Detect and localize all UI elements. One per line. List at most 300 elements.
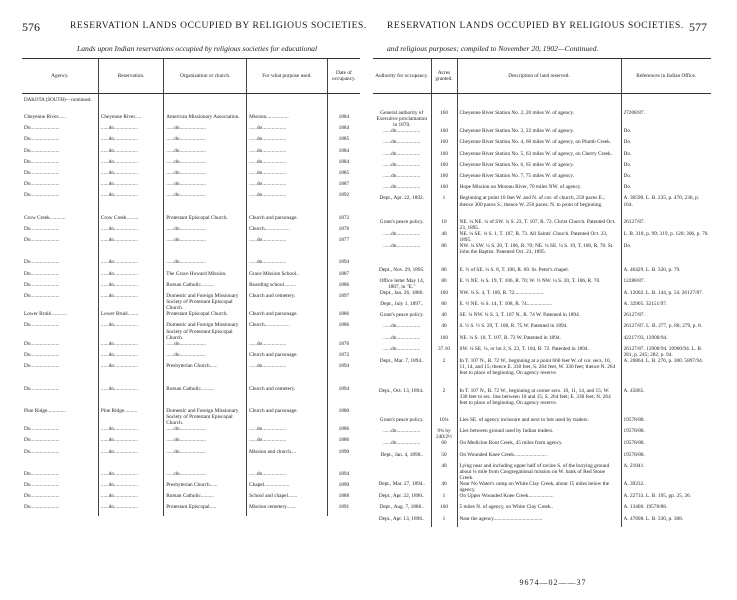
right-table-row bbox=[373, 406, 711, 417]
right-table-row bbox=[373, 278, 711, 290]
left-table-row-cell: 1886 bbox=[327, 282, 360, 293]
left-table-row bbox=[22, 363, 360, 374]
left-table-row-cell: 1888 bbox=[327, 493, 360, 504]
right-table-row-cell: SW. ¼ SE. ¼, or lot 2, S. 23, T. 104, R. 72. Patented in 1894. bbox=[457, 346, 621, 358]
right-table-row-cell: Near the agency..................................... bbox=[457, 516, 621, 527]
left-table-row-cell: Do...................... bbox=[24, 385, 60, 392]
right-table-row-cell: Lying near and including upper half of ravine S. of the burying ground about ¼ mile from Congregational mission on W. bank of Red Stone Creek. bbox=[457, 463, 621, 481]
left-table-row-cell: ......do.................. bbox=[247, 471, 328, 482]
right-table-row-cell: Near No Water's camp on White Clay Creek, about 15 miles below the agency. bbox=[457, 481, 621, 493]
right-table-row-cell bbox=[457, 255, 621, 266]
left-table-row-cell: ......do.................. bbox=[247, 363, 328, 374]
left-table-row-cell: ......do.................. bbox=[247, 192, 328, 203]
right-table-row-cell: A. 30590. L. B. 235, p. 476; 236, p. 164. bbox=[621, 195, 711, 207]
right-table-row bbox=[373, 162, 711, 173]
left-table-row-cell: 1872 bbox=[327, 215, 360, 226]
left-table-row bbox=[22, 114, 360, 125]
right-table-row-cell: Do. bbox=[621, 243, 711, 255]
left-table-row-cell: Do...................... bbox=[24, 136, 60, 143]
right-table-row-cell: 1 bbox=[431, 493, 457, 504]
left-table-row-cell: Do...................... bbox=[24, 169, 60, 176]
left-table-row-cell bbox=[247, 397, 328, 408]
right-table-row-cell: 80 bbox=[431, 267, 457, 278]
left-table-row-cell bbox=[98, 460, 163, 471]
right-table-row bbox=[373, 481, 711, 493]
right-table-row bbox=[373, 440, 711, 451]
right-table-row-cell: Do. bbox=[621, 162, 711, 173]
left-table-row-cell: Do...................... bbox=[24, 470, 60, 477]
right-table-row-cell bbox=[457, 406, 621, 417]
left-table-row-cell bbox=[98, 397, 163, 408]
left-table-row-cell: The Grace Howard Mission. bbox=[164, 271, 247, 282]
left-table-row-cell bbox=[247, 204, 328, 215]
right-table-row-cell bbox=[621, 208, 711, 219]
right-table-row-cell: Office letter May 14, 1887, in "E." bbox=[379, 277, 425, 290]
left-table-row-cell: ......do.................. bbox=[247, 437, 328, 448]
left-table-row-cell: Crow Creek............ bbox=[24, 214, 66, 221]
right-table-row-cell bbox=[373, 406, 431, 417]
right-table-row-cell: 37.10 bbox=[431, 346, 457, 358]
right-table-row-cell bbox=[373, 376, 431, 387]
left-table-row bbox=[22, 426, 360, 437]
right-table-row-cell: ......do.................. bbox=[383, 128, 421, 135]
right-table-row-cell: A. 32905. 32151/97. bbox=[621, 301, 711, 312]
left-table-row-cell: 1884 bbox=[327, 159, 360, 170]
right-table-row bbox=[373, 219, 711, 231]
left-table-row bbox=[22, 170, 360, 181]
right-table-row bbox=[373, 290, 711, 301]
left-table-row bbox=[22, 125, 360, 136]
left-table bbox=[22, 58, 360, 516]
right-table-row bbox=[373, 335, 711, 346]
left-table-row-cell: Roman Catholic.......... bbox=[164, 386, 247, 397]
right-table-row-cell: Grant's peace policy. bbox=[379, 416, 424, 423]
left-table-row-cell: 1894 bbox=[327, 386, 360, 397]
right-table-row-cell: Cheyenne River Station No. 2, 20 miles W. of agency. bbox=[457, 110, 621, 128]
right-table-row-cell bbox=[431, 376, 457, 387]
right-table-row-cell bbox=[373, 463, 431, 481]
right-table-row-cell: E. ½ NE. ¼ S. 19, T. 106, R. 70; W. ½ NW. ¼ S. 20, T. 106, R. 70. bbox=[457, 278, 621, 290]
right-table-row-cell: 26127/87. 13900/94. 20960/94. L. B. 281, p. 245; 282, p. 94. bbox=[621, 346, 711, 358]
left-table-row-cell: ......do.................. bbox=[247, 426, 328, 437]
right-table-row-cell: A. 21841. bbox=[621, 463, 711, 481]
right-table-row-cell: 5 miles N. of agency, on White Clay Creek.. bbox=[457, 504, 621, 515]
left-table-row-cell: ......do.................... bbox=[164, 352, 247, 363]
right-table-row bbox=[373, 463, 711, 481]
right-table-row bbox=[373, 195, 711, 207]
right-table-row-cell: Dept., Jan. 26, 1886. bbox=[379, 289, 424, 296]
left-table-row-cell: Protestant Episcopal Church. bbox=[164, 215, 247, 226]
left-table-row-cell: Roman Catholic.......... bbox=[164, 493, 247, 504]
right-table-row bbox=[373, 452, 711, 463]
left-table-row-cell: ......do.................. bbox=[98, 159, 163, 170]
left-table-row-cell: ......do.................... bbox=[164, 192, 247, 203]
right-table-row-cell: 2 bbox=[431, 388, 457, 406]
left-table-row-cell: Do...................... bbox=[24, 281, 60, 288]
left-table-row bbox=[22, 271, 360, 282]
left-table-row-cell: Mission and church.... bbox=[247, 449, 328, 460]
left-caption: Lands upon Indian reservations occupied by religious societies for educational bbox=[77, 44, 318, 53]
right-caption: and religious purposes; compiled to November 20, 1902—Continued. bbox=[387, 44, 599, 53]
right-table-row-cell: 160 bbox=[431, 335, 457, 346]
right-table-row-cell: 19578/88. bbox=[621, 428, 711, 440]
left-table-header-row bbox=[22, 59, 360, 94]
left-table-row-cell: 1884 bbox=[327, 114, 360, 125]
left-table-row-cell: ......do.................. bbox=[98, 282, 163, 293]
right-table-row-cell: 2 bbox=[431, 358, 457, 376]
right-table-row-cell: Beginning at point 10 feet W. and N. of cor. of church, 250 paces E.; thence 300 paces S.; thence W. 250 paces; N. to point of beginning. bbox=[457, 195, 621, 207]
left-table-row-cell: 1892 bbox=[327, 192, 360, 203]
right-table-row-cell: Dept., Aug. 7, 1886.. bbox=[379, 504, 424, 511]
right-table-row-cell: 12288/87. bbox=[621, 278, 711, 290]
left-table-row-cell: Pine Ridge.............. bbox=[24, 407, 66, 414]
left-table-row-cell: ......do.................. bbox=[98, 170, 163, 181]
left-table-row-cell: ......do.................. bbox=[98, 341, 163, 352]
left-table-row bbox=[22, 259, 360, 270]
left-table-row-cell: Do...................... bbox=[24, 493, 60, 500]
right-table-row-cell: 160 bbox=[431, 139, 457, 150]
left-table-row-cell: 1886 bbox=[327, 322, 360, 340]
right-table-row-cell bbox=[621, 255, 711, 266]
header-agency: Agency. bbox=[22, 59, 98, 94]
right-table-row-cell: 80 bbox=[431, 278, 457, 290]
right-table-row-cell: 1 bbox=[431, 516, 457, 527]
left-table-row-cell: ......do.................. bbox=[247, 181, 328, 192]
right-table-row-cell: Cheyenne River Station No. 5, 63 miles W. of agency, on Cherry Creek. bbox=[457, 151, 621, 162]
left-table-row-cell: Domestic and Foreign Missionary Society of Protestant Episcopal Church. bbox=[164, 293, 247, 311]
right-table-row bbox=[373, 173, 711, 184]
right-running-head: RESERVATION LANDS OCCUPIED BY RELIGIOUS SOCIETIES. bbox=[387, 21, 684, 31]
left-table-row-cell bbox=[247, 248, 328, 259]
left-table-row-cell: ......do.................... bbox=[164, 471, 247, 482]
left-table-row-cell: 1890 bbox=[327, 482, 360, 493]
right-table-row-cell: 160 bbox=[431, 173, 457, 184]
right-table-row-cell: 50 bbox=[431, 452, 457, 463]
right-table-row-cell: 60 bbox=[431, 440, 457, 451]
left-table-row-cell: 1891 bbox=[327, 504, 360, 515]
right-page bbox=[369, 0, 737, 600]
left-table-row-cell: 1894 bbox=[327, 259, 360, 270]
right-table bbox=[373, 58, 711, 527]
right-table-row-cell bbox=[373, 255, 431, 266]
left-table-row-cell bbox=[327, 374, 360, 385]
left-table-row-cell: 1877 bbox=[327, 237, 360, 248]
left-table-row-cell bbox=[98, 248, 163, 259]
right-table-row-cell bbox=[431, 255, 457, 266]
left-table-row-cell: Do...................... bbox=[24, 504, 60, 511]
left-table-row-cell: ......do.................... bbox=[164, 237, 247, 248]
left-table-row-cell: ......do.................. bbox=[98, 293, 163, 311]
right-table-row-cell: 19578/88. bbox=[621, 440, 711, 451]
left-table-row-cell: ......do.................. bbox=[98, 181, 163, 192]
left-table-row bbox=[22, 352, 360, 363]
left-table-row-cell bbox=[164, 460, 247, 471]
left-page-number: 576 bbox=[22, 20, 40, 34]
left-table-row-cell: ......do.................. bbox=[98, 226, 163, 237]
header-organization: Organization or church. bbox=[164, 59, 247, 94]
right-table-row-cell: In T. 107 N., R. 72 W., beginning at a point 660 feet W. of cor. secs. 10, 11, 14, and 15; thence E. 330 feet, S. 264 feet, W. 330 feet; thence N. 264 feet to place of beginning. On agency reserve. bbox=[457, 358, 621, 376]
right-table-row-cell: A. 12002. L. B. 144, p. 54. 26127/87. bbox=[621, 290, 711, 301]
left-table-row-cell: Do...................... bbox=[24, 259, 60, 266]
left-table-row-cell: Lower Brulé........ bbox=[98, 311, 163, 322]
right-table-row-cell: Cheyenne River Station No. 6, 65 miles W. of agency. bbox=[457, 162, 621, 173]
right-table-row-cell: 26127/87. bbox=[621, 219, 711, 231]
right-table-row bbox=[373, 151, 711, 162]
left-table-row-cell: Church and parsonage. bbox=[247, 311, 328, 322]
right-table-row-cell bbox=[621, 376, 711, 387]
left-table-row-cell: Presbyterian Church...... bbox=[164, 482, 247, 493]
left-table-row-cell: ......do.................. bbox=[98, 471, 163, 482]
right-table-row-cell: 10¼ bbox=[431, 417, 457, 428]
right-table-row-cell: ......do.................. bbox=[383, 334, 421, 341]
left-table-row-cell: Crow Creek......... bbox=[98, 215, 163, 226]
right-table-row-cell: E. ½ of SE. ¼ S. 8, T. 106, R. 69. St. Peter's chapel. bbox=[457, 267, 621, 278]
right-table-row-cell: General authority of Executive proclamation in 1870. bbox=[376, 110, 427, 129]
left-table-row-cell: ......do.................... bbox=[164, 136, 247, 147]
left-table-row-cell: Cheyenne River..... bbox=[98, 114, 163, 125]
right-table-row-cell: Dept., Apr. 22, 1890.. bbox=[378, 493, 425, 500]
left-table-row-cell: 1885 bbox=[327, 136, 360, 147]
left-table-row bbox=[22, 504, 360, 515]
left-table-row-cell: Church and parsonage. bbox=[247, 215, 328, 226]
left-table-row-cell: ......do.................... bbox=[164, 159, 247, 170]
left-table-row-cell: ......do.................... bbox=[164, 437, 247, 448]
right-table-row bbox=[373, 346, 711, 358]
right-table-row-cell: Hope Mission on Moreau River, 70 miles NW. of agency. bbox=[457, 184, 621, 195]
right-table-row-cell: 160 bbox=[431, 290, 457, 301]
left-table-row-cell: Lower Brulé............ bbox=[24, 311, 67, 318]
left-table-row-cell: Do...................... bbox=[24, 237, 60, 244]
right-table-row-cell: A. 47808. L. B. 330, p. 368. bbox=[621, 516, 711, 527]
right-table-row-cell: Dept., Mar. 27, 1894.. bbox=[378, 481, 426, 487]
left-table-row-cell: ......do.................... bbox=[164, 170, 247, 181]
left-table-row-cell: ......do.................. bbox=[98, 482, 163, 493]
right-table-row-cell: Do. bbox=[621, 128, 711, 139]
left-table-row-cell: Church................... bbox=[247, 226, 328, 237]
right-table-row bbox=[373, 388, 711, 406]
left-table-row-cell bbox=[164, 204, 247, 215]
header-reservation: Reservation. bbox=[98, 59, 163, 94]
left-table-row-cell: ......do.................. bbox=[247, 159, 328, 170]
right-table-row-cell: NE. ¼ S. 10, T. 107, R. 73 W. Patented in 1894. bbox=[457, 335, 621, 346]
left-table-row bbox=[22, 226, 360, 237]
right-table-row-cell: 160 bbox=[431, 184, 457, 195]
left-page bbox=[0, 0, 368, 600]
left-table-row-cell: 1886 bbox=[327, 311, 360, 322]
left-table-row-cell: Chapel................... bbox=[247, 482, 328, 493]
left-table-row bbox=[22, 374, 360, 385]
left-table-row-cell: Domestic and Foreign Missionary Society of Protestant Episcopal Church. bbox=[164, 408, 247, 426]
left-table-row-cell: Roman Catholic.......... bbox=[164, 282, 247, 293]
right-table-row-cell: Dept., Apr. 13, 1896.. bbox=[378, 515, 425, 522]
left-table-row-cell: ......do.................. bbox=[98, 322, 163, 340]
left-table-row bbox=[22, 192, 360, 203]
left-table-row-cell: 1894 bbox=[327, 363, 360, 374]
left-table-row-cell: Grace Mission School.. bbox=[247, 271, 328, 282]
right-table-row-cell: Do. bbox=[621, 173, 711, 184]
left-table-row-cell: ......do.................. bbox=[98, 352, 163, 363]
left-table-row-cell: Boarding school......... bbox=[247, 282, 328, 293]
right-table-row bbox=[373, 504, 711, 515]
left-table-row-cell: ......do.................. bbox=[98, 271, 163, 282]
left-table-row bbox=[22, 493, 360, 504]
left-table-row-cell: Do...................... bbox=[24, 322, 60, 329]
right-table-row-cell: Lies SE. of agency inclosure and next to lots used by traders. bbox=[457, 417, 621, 428]
right-table-row-cell: 40 bbox=[431, 481, 457, 493]
left-table-row-cell: Church and parsonage. bbox=[247, 352, 328, 363]
right-table-row-cell: ......do.................. bbox=[383, 150, 421, 157]
left-table-row-cell: Do...................... bbox=[24, 147, 60, 154]
right-table-row-cell: 160 bbox=[431, 110, 457, 128]
left-table-row-cell: Cheyenne River...... bbox=[24, 114, 66, 120]
header-purpose: For what purpose used. bbox=[247, 59, 328, 94]
left-table-row bbox=[22, 282, 360, 293]
left-table-row bbox=[22, 460, 360, 471]
right-table-row-cell bbox=[373, 208, 431, 219]
right-table-row-cell: Do. bbox=[621, 184, 711, 195]
left-table-row bbox=[22, 322, 360, 340]
right-table-row-cell: ......do.................. bbox=[383, 243, 421, 250]
left-table-row-cell: Do...................... bbox=[24, 426, 60, 433]
left-table-row-cell bbox=[22, 248, 98, 259]
right-table-row-cell: A. 20864. L. B. 276, p. 300. 5897/94. bbox=[621, 358, 711, 376]
left-table-row-cell: ......do.................. bbox=[98, 386, 163, 397]
left-table-row-cell: ......do.................. bbox=[247, 237, 328, 248]
left-table-row-cell: Do...................... bbox=[24, 340, 60, 347]
right-table-row-cell: Grant's peace policy. bbox=[379, 218, 424, 225]
left-table-row-cell: 1887 bbox=[327, 271, 360, 282]
left-table-row-cell bbox=[22, 204, 98, 215]
left-table-row-cell: ......do.................... bbox=[164, 341, 247, 352]
left-table-row-cell: Do...................... bbox=[24, 448, 60, 455]
left-table-row-cell: Church and cemetery. bbox=[247, 386, 328, 397]
left-table-row bbox=[22, 471, 360, 482]
right-table-row-cell: 160 bbox=[431, 504, 457, 515]
left-table-row-cell: ......do.................. bbox=[98, 426, 163, 437]
right-table-row bbox=[373, 231, 711, 243]
left-table-row bbox=[22, 293, 360, 311]
left-table-row-cell: ......do.................. bbox=[98, 136, 163, 147]
right-table-row bbox=[373, 110, 711, 128]
left-table-row-cell: Do...................... bbox=[24, 437, 60, 444]
left-table-row-cell: ......do.................. bbox=[98, 125, 163, 136]
right-table-row-cell bbox=[431, 406, 457, 417]
left-table-row-cell: ......do.................. bbox=[247, 259, 328, 270]
header-authority: Authority for occupancy. bbox=[373, 59, 431, 94]
left-table-row-cell: Do...................... bbox=[24, 125, 60, 132]
left-table-row bbox=[22, 237, 360, 248]
right-table-row-cell: On Upper Wounded Knee Creek................... bbox=[457, 493, 621, 504]
left-table-row-cell: Domestic and Foreign Missionary Society of Protestant Episcopal Church. bbox=[164, 322, 247, 340]
left-table-row-cell: 1886 bbox=[327, 437, 360, 448]
left-table-row-cell: 1872 bbox=[327, 352, 360, 363]
left-table-row bbox=[22, 181, 360, 192]
left-table-row-cell: Do...................... bbox=[24, 225, 60, 232]
right-table-row-cell: L. B. 318, p. 99; 319, p. 120; 306, p. 70. bbox=[621, 231, 711, 243]
left-table-row-cell bbox=[98, 204, 163, 215]
left-table-row-cell: ......do.................. bbox=[247, 148, 328, 159]
right-table-row-cell: 26127/87. L. B. 277, p. 80; 279, p. 8. bbox=[621, 323, 711, 334]
left-table-row bbox=[22, 204, 360, 215]
left-table-row-cell: ......do.................. bbox=[247, 341, 328, 352]
left-table-row-cell: ......do.................. bbox=[98, 493, 163, 504]
left-table-row-cell: ......do.................. bbox=[98, 192, 163, 203]
left-table-row-cell: 1890 bbox=[327, 449, 360, 460]
header-references: References in Indian Office. bbox=[621, 59, 711, 94]
right-table-row-cell: Lies between ground used by Indian traders. bbox=[457, 428, 621, 440]
left-table-row bbox=[22, 148, 360, 159]
left-table-row bbox=[22, 397, 360, 408]
header-acres: Acres granted. bbox=[431, 59, 457, 94]
right-table-row-cell: 80 bbox=[431, 301, 457, 312]
right-table-row-cell: ......do.................. bbox=[383, 173, 421, 180]
right-table-row-cell: 40 bbox=[431, 463, 457, 481]
right-table-row-cell: ......do.................. bbox=[383, 440, 421, 447]
header-date: Date of occupancy. bbox=[327, 59, 360, 94]
right-table-row bbox=[373, 184, 711, 195]
right-table-row-cell: 1 bbox=[431, 195, 457, 207]
left-table-row-cell bbox=[22, 397, 98, 408]
left-table-row-cell: Church................... bbox=[247, 322, 328, 340]
header-description: Description of land reserved. bbox=[457, 59, 621, 94]
left-table-row bbox=[22, 437, 360, 448]
left-table-row-cell: ......do.................. bbox=[247, 136, 328, 147]
left-table-row-cell bbox=[164, 397, 247, 408]
left-table-row-cell: Do...................... bbox=[24, 181, 60, 188]
right-table-header-row bbox=[373, 59, 711, 94]
left-table-row bbox=[22, 159, 360, 170]
left-table-row-cell: ......do.................... bbox=[164, 426, 247, 437]
left-table-row-cell: 1876 bbox=[327, 341, 360, 352]
left-table-row-cell: Protestant Episcopal Church. bbox=[164, 311, 247, 322]
right-table-row-cell: 42217/93, 13900/94. bbox=[621, 335, 711, 346]
right-page-number: 577 bbox=[689, 20, 707, 34]
right-table-row-cell: On Wounded Knee Creek......................... bbox=[457, 452, 621, 463]
left-table-row-cell: 1884 bbox=[327, 125, 360, 136]
left-table-row bbox=[22, 311, 360, 322]
left-table-row-cell: ......do.................. bbox=[247, 170, 328, 181]
right-table-row-cell: NW. ¼ SW. ¼ S. 20, T. 106, R. 70; NE. ¼ SE. ¼ S. 19, T. 106, R. 70. St. John the Baptist. Patented Oct. 23, 1895. bbox=[457, 243, 621, 255]
right-table-row-cell: 160 bbox=[431, 162, 457, 173]
right-table-row bbox=[373, 376, 711, 387]
left-table-row-cell: Church and cemetery. bbox=[247, 293, 328, 311]
right-table-row-cell: NE. ¼ NE. ¼ of SW. ¼ S. 23, T. 107, R. 72. Christ Church. Patented Oct. 23, 1895. bbox=[457, 219, 621, 231]
right-table-row-cell: A. 22733. L. B. 195, pp. 25, 26. bbox=[621, 493, 711, 504]
left-table-row-cell bbox=[247, 460, 328, 471]
right-table-row bbox=[373, 312, 711, 323]
left-table-row-cell: Mission cemetery....... bbox=[247, 504, 328, 515]
left-table-row-cell: Do...................... bbox=[24, 482, 60, 489]
section-heading: DAKOTA (SOUTH)—continued. bbox=[24, 98, 92, 103]
left-table-row bbox=[22, 449, 360, 460]
left-table-row-cell bbox=[22, 460, 98, 471]
right-table-row-cell: Dept., July 1, 1897.. bbox=[380, 301, 424, 308]
right-table-row bbox=[373, 516, 711, 527]
left-table-row-cell bbox=[327, 460, 360, 471]
right-table-row-cell: ......do.................. bbox=[383, 230, 421, 237]
left-table-row-cell bbox=[22, 374, 98, 385]
right-table-row-cell: 19578/88. bbox=[621, 417, 711, 428]
right-table-row-cell: 27208/87. bbox=[621, 110, 711, 128]
right-table-row-cell: Dept., Mar. 7, 1894.. bbox=[379, 358, 424, 365]
left-table-row-cell bbox=[247, 374, 328, 385]
left-table-row bbox=[22, 248, 360, 259]
right-table-row-cell: 10 bbox=[431, 219, 457, 231]
left-table-row-cell: ......do.................... bbox=[164, 125, 247, 136]
right-table-row-cell: A. 45865. bbox=[621, 388, 711, 406]
right-table-row-cell: 80 bbox=[431, 243, 457, 255]
left-table-row-cell: Mission................. bbox=[247, 114, 328, 125]
